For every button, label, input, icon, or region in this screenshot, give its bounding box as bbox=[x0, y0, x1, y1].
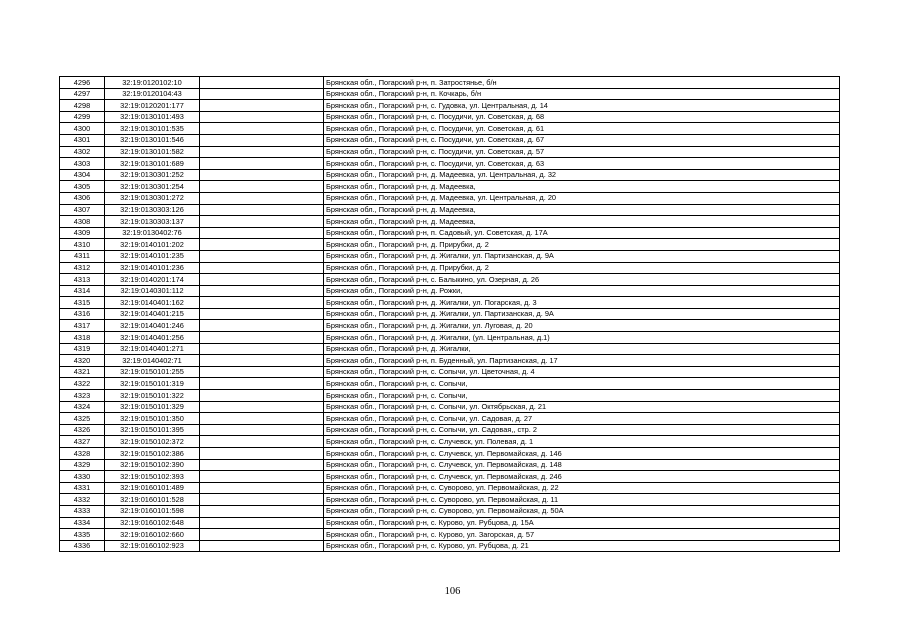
empty-cell bbox=[200, 297, 324, 309]
cadastral-number-cell: 32:19:0140401:256 bbox=[105, 332, 200, 344]
empty-cell bbox=[200, 227, 324, 239]
address-cell: Брянская обл., Погарский р-н, с. Сопычи, ул. Садовая,, стр. 2 bbox=[324, 424, 840, 436]
address-cell: Брянская обл., Погарский р-н, с. Случевск, ул. Первомайская, д. 146 bbox=[324, 448, 840, 460]
address-cell: Брянская обл., Погарский р-н, с. Сопычи, ул. Цветочная, д. 4 bbox=[324, 366, 840, 378]
row-number-cell: 4336 bbox=[60, 540, 105, 552]
empty-cell bbox=[200, 540, 324, 552]
address-cell: Брянская обл., Погарский р-н, с. Суворово, ул. Первомайская, д. 11 bbox=[324, 494, 840, 506]
table-row bbox=[60, 181, 840, 193]
table-row bbox=[60, 308, 840, 320]
empty-cell bbox=[200, 459, 324, 471]
table-row bbox=[60, 146, 840, 158]
cadastral-number-cell: 32:19:0130402:76 bbox=[105, 227, 200, 239]
cadastral-number-cell: 32:19:0150102:372 bbox=[105, 436, 200, 448]
address-cell: Брянская обл., Погарский р-н, д. Жигалки, bbox=[324, 343, 840, 355]
address-cell: Брянская обл., Погарский р-н, с. Сопычи, bbox=[324, 378, 840, 390]
cadastral-number-cell: 32:19:0150101:322 bbox=[105, 390, 200, 402]
row-number-cell: 4305 bbox=[60, 181, 105, 193]
address-cell: Брянская обл., Погарский р-н, д. Мадеевка, bbox=[324, 216, 840, 228]
row-number-cell: 4324 bbox=[60, 401, 105, 413]
empty-cell bbox=[200, 378, 324, 390]
cadastral-number-cell: 32:19:0150101:319 bbox=[105, 378, 200, 390]
table-row bbox=[60, 401, 840, 413]
row-number-cell: 4315 bbox=[60, 297, 105, 309]
empty-cell bbox=[200, 158, 324, 170]
cadastral-number-cell: 32:19:0120102:10 bbox=[105, 77, 200, 89]
address-cell: Брянская обл., Погарский р-н, д. Рожки, bbox=[324, 285, 840, 297]
row-number-cell: 4319 bbox=[60, 343, 105, 355]
row-number-cell: 4332 bbox=[60, 494, 105, 506]
empty-cell bbox=[200, 482, 324, 494]
table-row bbox=[60, 529, 840, 541]
cadastral-number-cell: 32:19:0160102:923 bbox=[105, 540, 200, 552]
cadastral-number-cell: 32:19:0150101:255 bbox=[105, 366, 200, 378]
address-cell: Брянская обл., Погарский р-н, с. Балыкино, ул. Озерная, д. 26 bbox=[324, 274, 840, 286]
row-number-cell: 4335 bbox=[60, 529, 105, 541]
address-cell: Брянская обл., Погарский р-н, с. Курово, ул. Загорская, д. 57 bbox=[324, 529, 840, 541]
address-cell: Брянская обл., Погарский р-н, д. Жигалки, ул. Погарская, д. 3 bbox=[324, 297, 840, 309]
table-row bbox=[60, 448, 840, 460]
row-number-cell: 4327 bbox=[60, 436, 105, 448]
empty-cell bbox=[200, 169, 324, 181]
table-row bbox=[60, 134, 840, 146]
row-number-cell: 4331 bbox=[60, 482, 105, 494]
address-cell: Брянская обл., Погарский р-н, с. Сопычи, ул. Октябрьская, д. 21 bbox=[324, 401, 840, 413]
empty-cell bbox=[200, 471, 324, 483]
empty-cell bbox=[200, 181, 324, 193]
property-table bbox=[59, 76, 840, 552]
empty-cell bbox=[200, 134, 324, 146]
address-cell: Брянская обл., Погарский р-н, д. Мадеевка, ул. Центральная, д. 20 bbox=[324, 192, 840, 204]
row-number-cell: 4303 bbox=[60, 158, 105, 170]
table-row bbox=[60, 424, 840, 436]
cadastral-number-cell: 32:19:0140201:174 bbox=[105, 274, 200, 286]
cadastral-number-cell: 32:19:0130101:535 bbox=[105, 123, 200, 135]
table-row bbox=[60, 111, 840, 123]
table-row bbox=[60, 216, 840, 228]
address-cell: Брянская обл., Погарский р-н, д. Жигалки, ул. Партизанская, д. 9А bbox=[324, 250, 840, 262]
row-number-cell: 4296 bbox=[60, 77, 105, 89]
address-cell: Брянская обл., Погарский р-н, с. Случевск, ул. Первомайская, д. 246 bbox=[324, 471, 840, 483]
table-row bbox=[60, 285, 840, 297]
empty-cell bbox=[200, 413, 324, 425]
address-cell: Брянская обл., Погарский р-н, с. Сопычи, bbox=[324, 390, 840, 402]
cadastral-number-cell: 32:19:0140101:235 bbox=[105, 250, 200, 262]
empty-cell bbox=[200, 88, 324, 100]
address-cell: Брянская обл., Погарский р-н, д. Прирубки, д. 2 bbox=[324, 262, 840, 274]
cadastral-number-cell: 32:19:0150101:350 bbox=[105, 413, 200, 425]
empty-cell bbox=[200, 320, 324, 332]
row-number-cell: 4306 bbox=[60, 192, 105, 204]
cadastral-number-cell: 32:19:0150102:390 bbox=[105, 459, 200, 471]
table-row bbox=[60, 192, 840, 204]
address-cell: Брянская обл., Погарский р-н, д. Мадеевка, bbox=[324, 181, 840, 193]
cadastral-number-cell: 32:19:0160101:489 bbox=[105, 482, 200, 494]
address-cell: Брянская обл., Погарский р-н, с. Суворово, ул. Первомайская, д. 22 bbox=[324, 482, 840, 494]
address-cell: Брянская обл., Погарский р-н, д. Жигалки, ул. Луговая, д. 20 bbox=[324, 320, 840, 332]
empty-cell bbox=[200, 517, 324, 529]
row-number-cell: 4328 bbox=[60, 448, 105, 460]
row-number-cell: 4323 bbox=[60, 390, 105, 402]
row-number-cell: 4310 bbox=[60, 239, 105, 251]
address-cell: Брянская обл., Погарский р-н, п. Затростянье, б/н bbox=[324, 77, 840, 89]
empty-cell bbox=[200, 494, 324, 506]
address-cell: Брянская обл., Погарский р-н, с. Посудичи, ул. Советская, д. 57 bbox=[324, 146, 840, 158]
row-number-cell: 4313 bbox=[60, 274, 105, 286]
row-number-cell: 4322 bbox=[60, 378, 105, 390]
empty-cell bbox=[200, 366, 324, 378]
cadastral-number-cell: 32:19:0130301:254 bbox=[105, 181, 200, 193]
table-row bbox=[60, 517, 840, 529]
empty-cell bbox=[200, 77, 324, 89]
table-row bbox=[60, 123, 840, 135]
row-number-cell: 4318 bbox=[60, 332, 105, 344]
empty-cell bbox=[200, 216, 324, 228]
empty-cell bbox=[200, 123, 324, 135]
empty-cell bbox=[200, 308, 324, 320]
row-number-cell: 4334 bbox=[60, 517, 105, 529]
table-row bbox=[60, 378, 840, 390]
empty-cell bbox=[200, 355, 324, 367]
row-number-cell: 4333 bbox=[60, 505, 105, 517]
address-cell: Брянская обл., Погарский р-н, д. Мадеевка, bbox=[324, 204, 840, 216]
cadastral-number-cell: 32:19:0140402:71 bbox=[105, 355, 200, 367]
empty-cell bbox=[200, 448, 324, 460]
cadastral-number-cell: 32:19:0140301:112 bbox=[105, 285, 200, 297]
address-cell: Брянская обл., Погарский р-н, с. Случевск, ул. Первомайская, д. 148 bbox=[324, 459, 840, 471]
row-number-cell: 4307 bbox=[60, 204, 105, 216]
table-row bbox=[60, 158, 840, 170]
empty-cell bbox=[200, 239, 324, 251]
table-row bbox=[60, 100, 840, 112]
cadastral-number-cell: 32:19:0140401:271 bbox=[105, 343, 200, 355]
row-number-cell: 4317 bbox=[60, 320, 105, 332]
row-number-cell: 4299 bbox=[60, 111, 105, 123]
empty-cell bbox=[200, 204, 324, 216]
cadastral-number-cell: 32:19:0140401:162 bbox=[105, 297, 200, 309]
cadastral-number-cell: 32:19:0130101:689 bbox=[105, 158, 200, 170]
table-row bbox=[60, 332, 840, 344]
address-cell: Брянская обл., Погарский р-н, с. Случевск, ул. Полевая, д. 1 bbox=[324, 436, 840, 448]
row-number-cell: 4316 bbox=[60, 308, 105, 320]
address-cell: Брянская обл., Погарский р-н, с. Гудовка, ул. Центральная, д. 14 bbox=[324, 100, 840, 112]
address-cell: Брянская обл., Погарский р-н, д. Прирубки, д. 2 bbox=[324, 239, 840, 251]
cadastral-number-cell: 32:19:0150102:386 bbox=[105, 448, 200, 460]
table-row bbox=[60, 297, 840, 309]
cadastral-number-cell: 32:19:0130303:137 bbox=[105, 216, 200, 228]
row-number-cell: 4312 bbox=[60, 262, 105, 274]
cadastral-number-cell: 32:19:0120201:177 bbox=[105, 100, 200, 112]
row-number-cell: 4325 bbox=[60, 413, 105, 425]
table-row bbox=[60, 482, 840, 494]
row-number-cell: 4297 bbox=[60, 88, 105, 100]
cadastral-number-cell: 32:19:0150101:329 bbox=[105, 401, 200, 413]
row-number-cell: 4314 bbox=[60, 285, 105, 297]
table-row bbox=[60, 494, 840, 506]
cadastral-number-cell: 32:19:0130101:546 bbox=[105, 134, 200, 146]
cadastral-number-cell: 32:19:0130301:252 bbox=[105, 169, 200, 181]
cadastral-number-cell: 32:19:0160102:660 bbox=[105, 529, 200, 541]
empty-cell bbox=[200, 146, 324, 158]
address-cell: Брянская обл., Погарский р-н, с. Посудичи, ул. Советская, д. 68 bbox=[324, 111, 840, 123]
address-cell: Брянская обл., Погарский р-н, д. Жигалки, (ул. Центральная, д.1) bbox=[324, 332, 840, 344]
row-number-cell: 4320 bbox=[60, 355, 105, 367]
table-row bbox=[60, 274, 840, 286]
table-row bbox=[60, 540, 840, 552]
cadastral-number-cell: 32:19:0130303:126 bbox=[105, 204, 200, 216]
address-cell: Брянская обл., Погарский р-н, п. Кочкарь, б/н bbox=[324, 88, 840, 100]
cadastral-number-cell: 32:19:0140101:236 bbox=[105, 262, 200, 274]
address-cell: Брянская обл., Погарский р-н, п. Буденный, ул. Партизанская, д. 17 bbox=[324, 355, 840, 367]
cadastral-number-cell: 32:19:0150101:395 bbox=[105, 424, 200, 436]
empty-cell bbox=[200, 436, 324, 448]
row-number-cell: 4329 bbox=[60, 459, 105, 471]
empty-cell bbox=[200, 192, 324, 204]
table-row bbox=[60, 355, 840, 367]
cadastral-number-cell: 32:19:0160101:528 bbox=[105, 494, 200, 506]
empty-cell bbox=[200, 505, 324, 517]
address-cell: Брянская обл., Погарский р-н, с. Курово, ул. Рубцова, д. 15А bbox=[324, 517, 840, 529]
cadastral-number-cell: 32:19:0130101:582 bbox=[105, 146, 200, 158]
table-row bbox=[60, 77, 840, 89]
row-number-cell: 4300 bbox=[60, 123, 105, 135]
cadastral-number-cell: 32:19:0150102:393 bbox=[105, 471, 200, 483]
row-number-cell: 4326 bbox=[60, 424, 105, 436]
table-row bbox=[60, 204, 840, 216]
cadastral-number-cell: 32:19:0140401:215 bbox=[105, 308, 200, 320]
table-row bbox=[60, 88, 840, 100]
address-cell: Брянская обл., Погарский р-н, д. Мадеевка, ул. Центральная, д. 32 bbox=[324, 169, 840, 181]
row-number-cell: 4308 bbox=[60, 216, 105, 228]
address-cell: Брянская обл., Погарский р-н, с. Курово, ул. Рубцова, д. 21 bbox=[324, 540, 840, 552]
empty-cell bbox=[200, 262, 324, 274]
cadastral-number-cell: 32:19:0160102:648 bbox=[105, 517, 200, 529]
address-cell: Брянская обл., Погарский р-н, д. Жигалки, ул. Партизанская, д. 9А bbox=[324, 308, 840, 320]
table-row bbox=[60, 262, 840, 274]
cadastral-number-cell: 32:19:0140101:202 bbox=[105, 239, 200, 251]
empty-cell bbox=[200, 274, 324, 286]
table-row bbox=[60, 366, 840, 378]
empty-cell bbox=[200, 111, 324, 123]
empty-cell bbox=[200, 343, 324, 355]
table-body bbox=[60, 77, 840, 552]
cadastral-number-cell: 32:19:0130101:493 bbox=[105, 111, 200, 123]
empty-cell bbox=[200, 390, 324, 402]
row-number-cell: 4304 bbox=[60, 169, 105, 181]
table-row bbox=[60, 390, 840, 402]
row-number-cell: 4311 bbox=[60, 250, 105, 262]
cadastral-number-cell: 32:19:0160101:598 bbox=[105, 505, 200, 517]
table-row bbox=[60, 471, 840, 483]
table-row bbox=[60, 250, 840, 262]
row-number-cell: 4330 bbox=[60, 471, 105, 483]
empty-cell bbox=[200, 424, 324, 436]
empty-cell bbox=[200, 250, 324, 262]
cadastral-number-cell: 32:19:0140401:246 bbox=[105, 320, 200, 332]
empty-cell bbox=[200, 332, 324, 344]
table-row bbox=[60, 436, 840, 448]
address-cell: Брянская обл., Погарский р-н, с. Суворово, ул. Первомайская, д. 50А bbox=[324, 505, 840, 517]
empty-cell bbox=[200, 529, 324, 541]
table-row bbox=[60, 239, 840, 251]
row-number-cell: 4309 bbox=[60, 227, 105, 239]
cadastral-number-cell: 32:19:0120104:43 bbox=[105, 88, 200, 100]
page-number: 106 bbox=[444, 586, 461, 597]
table-row bbox=[60, 343, 840, 355]
address-cell: Брянская обл., Погарский р-н, п. Садовый, ул. Советская, д. 17А bbox=[324, 227, 840, 239]
row-number-cell: 4321 bbox=[60, 366, 105, 378]
table-row bbox=[60, 459, 840, 471]
empty-cell bbox=[200, 401, 324, 413]
address-cell: Брянская обл., Погарский р-н, с. Сопычи, ул. Садовая, д. 27 bbox=[324, 413, 840, 425]
address-cell: Брянская обл., Погарский р-н, с. Посудичи, ул. Советская, д. 63 bbox=[324, 158, 840, 170]
cadastral-number-cell: 32:19:0130301:272 bbox=[105, 192, 200, 204]
row-number-cell: 4302 bbox=[60, 146, 105, 158]
address-cell: Брянская обл., Погарский р-н, с. Посудичи, ул. Советская, д. 67 bbox=[324, 134, 840, 146]
address-cell: Брянская обл., Погарский р-н, с. Посудичи, ул. Советская, д. 61 bbox=[324, 123, 840, 135]
table-row bbox=[60, 413, 840, 425]
table-row bbox=[60, 169, 840, 181]
row-number-cell: 4298 bbox=[60, 100, 105, 112]
table-row bbox=[60, 227, 840, 239]
empty-cell bbox=[200, 285, 324, 297]
table-row bbox=[60, 320, 840, 332]
table-row bbox=[60, 505, 840, 517]
empty-cell bbox=[200, 100, 324, 112]
row-number-cell: 4301 bbox=[60, 134, 105, 146]
